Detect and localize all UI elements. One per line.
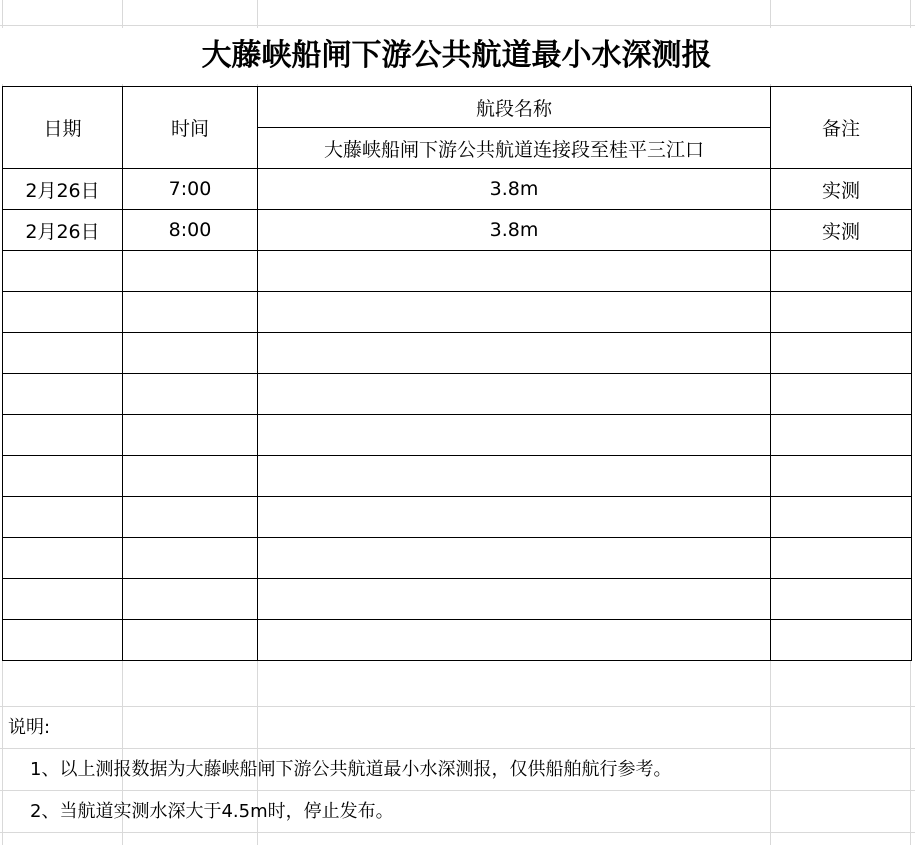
empty-table-row bbox=[3, 333, 912, 374]
empty-cell bbox=[771, 620, 912, 661]
empty-table-row bbox=[3, 374, 912, 415]
empty-cell bbox=[258, 251, 771, 292]
empty-cell bbox=[3, 333, 123, 374]
empty-cell bbox=[771, 292, 912, 333]
empty-table-row bbox=[3, 251, 912, 292]
empty-cell bbox=[258, 579, 771, 620]
empty-cell bbox=[771, 251, 912, 292]
empty-cell bbox=[3, 374, 123, 415]
empty-cell bbox=[258, 497, 771, 538]
cell-depth: 3.8m bbox=[258, 210, 771, 251]
report-title: 大藤峡船闸下游公共航道最小水深测报 bbox=[2, 28, 911, 84]
cell-time: 8:00 bbox=[123, 210, 258, 251]
cell-time: 7:00 bbox=[123, 169, 258, 210]
empty-cell bbox=[123, 374, 258, 415]
empty-cell bbox=[771, 497, 912, 538]
header-segment-group: 航段名称 bbox=[258, 87, 771, 128]
empty-table-row bbox=[3, 415, 912, 456]
header-remark: 备注 bbox=[771, 87, 912, 169]
empty-cell bbox=[123, 497, 258, 538]
note-item-2: 2、当航道实测水深大于4.5m时，停止发布。 bbox=[30, 801, 394, 822]
empty-cell bbox=[258, 456, 771, 497]
empty-cell bbox=[771, 333, 912, 374]
cell-date: 2月26日 bbox=[3, 169, 123, 210]
empty-cell bbox=[258, 374, 771, 415]
note-item-1: 1、以上测报数据为大藤峡船闸下游公共航道最小水深测报，仅供船舶航行参考。 bbox=[30, 759, 672, 780]
empty-cell bbox=[3, 292, 123, 333]
cell-remark: 实测 bbox=[771, 169, 912, 210]
cell-date: 2月26日 bbox=[3, 210, 123, 251]
empty-cell bbox=[771, 374, 912, 415]
empty-cell bbox=[771, 538, 912, 579]
empty-cell bbox=[258, 538, 771, 579]
empty-cell bbox=[123, 415, 258, 456]
empty-table-row bbox=[3, 292, 912, 333]
empty-cell bbox=[771, 579, 912, 620]
empty-cell bbox=[3, 251, 123, 292]
empty-cell bbox=[123, 292, 258, 333]
table-row bbox=[3, 210, 912, 251]
empty-cell bbox=[123, 333, 258, 374]
empty-cell bbox=[123, 251, 258, 292]
header-row bbox=[3, 87, 912, 128]
empty-cell bbox=[258, 333, 771, 374]
empty-cell bbox=[3, 497, 123, 538]
empty-cell bbox=[3, 620, 123, 661]
empty-cell bbox=[3, 579, 123, 620]
table-row bbox=[3, 169, 912, 210]
empty-cell bbox=[123, 538, 258, 579]
depth-report-table bbox=[2, 86, 912, 661]
empty-cell bbox=[123, 579, 258, 620]
empty-cell bbox=[771, 456, 912, 497]
empty-cell bbox=[3, 456, 123, 497]
empty-table-row bbox=[3, 579, 912, 620]
empty-cell bbox=[258, 292, 771, 333]
cell-depth: 3.8m bbox=[258, 169, 771, 210]
empty-cell bbox=[123, 456, 258, 497]
empty-table-row bbox=[3, 456, 912, 497]
empty-cell bbox=[258, 415, 771, 456]
empty-table-row bbox=[3, 538, 912, 579]
cell-remark: 实测 bbox=[771, 210, 912, 251]
empty-cell bbox=[3, 538, 123, 579]
empty-cell bbox=[3, 415, 123, 456]
header-date: 日期 bbox=[3, 87, 123, 169]
empty-cell bbox=[771, 415, 912, 456]
empty-table-row bbox=[3, 620, 912, 661]
header-segment-name: 大藤峡船闸下游公共航道连接段至桂平三江口 bbox=[258, 128, 771, 169]
notes-heading: 说明: bbox=[8, 717, 51, 738]
empty-cell bbox=[258, 620, 771, 661]
empty-cell bbox=[123, 620, 258, 661]
empty-table-row bbox=[3, 497, 912, 538]
header-time: 时间 bbox=[123, 87, 258, 169]
